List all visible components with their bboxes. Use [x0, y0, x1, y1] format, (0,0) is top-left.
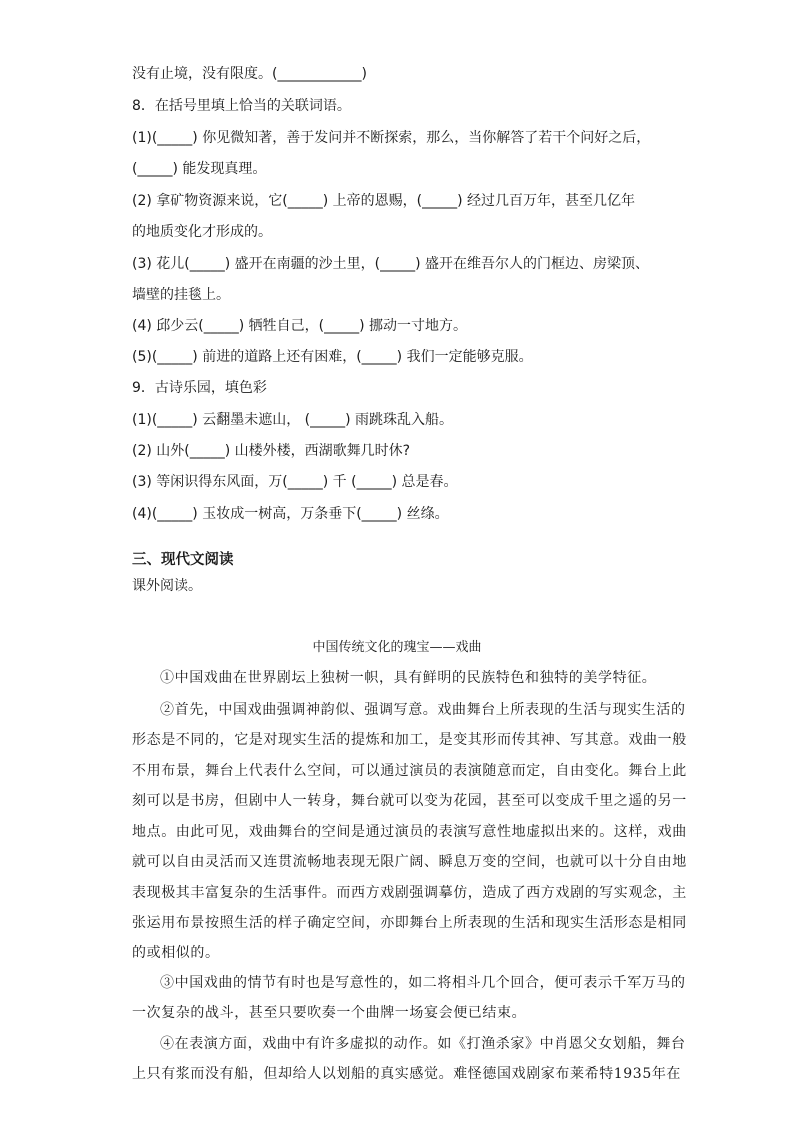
article-paragraph-line: 上只有浆而没有船，但却给人以划船的真实感觉。难怪德国戏剧家布莱希特1935年在	[132, 1066, 682, 1082]
text-line: 的地质变化才形成的。	[132, 224, 272, 240]
article-paragraph-line: 就可以自由灵活而又连贯流畅地表现无限广阔、瞬息万变的空间，也就可以十分自由地	[132, 854, 687, 870]
article-paragraph-line: 表现极其丰富复杂的生活事件。而西方戏剧强调摹仿，造成了西方戏剧的写实观念，主	[132, 885, 687, 901]
article-paragraph-line: 不用布景，舞台上代表什么空间，可以通过演员的表演随意而定，自由变化。舞台上此	[132, 763, 687, 779]
text-line: 没有止境，没有限度。(____________)	[132, 66, 367, 82]
question-8-heading: 8．在括号里填上恰当的关联词语。	[132, 98, 351, 114]
text-line: 墙壁的挂毯上。	[132, 287, 230, 303]
text-line: (3) 花儿(_____) 盛开在南疆的沙土里，(_____) 盛开在维吾尔人的门框边、房梁顶、	[132, 256, 650, 272]
question-9-heading: 9．古诗乐园，填色彩	[132, 380, 267, 396]
article-paragraph-line: 的或相似的。	[132, 945, 220, 961]
text-line: (2) 拿矿物资源来说，它(_____) 上帝的恩赐，(_____) 经过几百万年，甚至几亿年	[132, 193, 636, 209]
text-line: (2) 山外(_____) 山楼外楼，西湖歌舞几时休?	[132, 443, 411, 459]
text-line: (4) 邱少云(_____) 牺牲自己，(_____) 挪动一寸地方。	[132, 318, 468, 334]
article-title: 中国传统文化的瑰宝——戏曲	[312, 640, 482, 655]
text-line: (5)(_____) 前进的道路上还有困难，(_____) 我们一定能够克服。	[132, 349, 533, 365]
article-paragraph-line: 一次复杂的战斗，甚至只要吹奏一个曲牌一场宴会便已结束。	[132, 1005, 527, 1021]
article-paragraph-line: 形态是不同的，它是对现实生活的提炼和加工，是变其形而传其神、写其意。戏曲一般	[132, 732, 687, 748]
article-paragraph-line: ②首先，中国戏曲强调神韵似、强调写意。戏曲舞台上所表现的生活与现实生活的	[160, 702, 686, 718]
article-paragraph-line: ③中国戏曲的情节有时也是写意性的，如二将相斗几个回合，便可表示千军万马的	[160, 975, 686, 991]
article-paragraph-line: ①中国戏曲在世界剧坛上独树一帜，具有鲜明的民族特色和独特的美学特征。	[160, 670, 657, 686]
text-line: (3) 等闲识得东风面，万(_____) 千 (_____) 总是春。	[132, 474, 458, 490]
text-line: (1)(_____) 你见微知著，善于发问并不断探索，那么，当你解答了若干个问好之后，	[132, 130, 651, 146]
section-heading: 三、现代文阅读	[132, 552, 234, 568]
article-paragraph-line: 地点。由此可见，戏曲舞台的空间是通过演员的表演写意性地虚拟出来的。这样，戏曲	[132, 824, 687, 840]
text-line: (1)(_____) 云翻墨未遮山， (_____) 雨跳珠乱入船。	[132, 412, 454, 428]
text-line: (4)(_____) 玉妆成一树高，万条垂下(_____) 丝绦。	[132, 506, 449, 522]
article-paragraph-line: ④在表演方面，戏曲中有许多虚拟的动作。如《打渔杀家》中肖恩父女划船，舞台	[160, 1036, 686, 1052]
section-subheading: 课外阅读。	[132, 578, 202, 594]
text-line: (_____) 能发现真理。	[132, 161, 267, 177]
article-paragraph-line: 张运用布景按照生活的样子确定空间，亦即舞台上所表现的生活和现实生活形态是相同	[132, 915, 687, 931]
article-paragraph-line: 刻可以是书房，但剧中人一转身，舞台就可以变为花园，甚至可以变成千里之遥的另一	[132, 793, 687, 809]
